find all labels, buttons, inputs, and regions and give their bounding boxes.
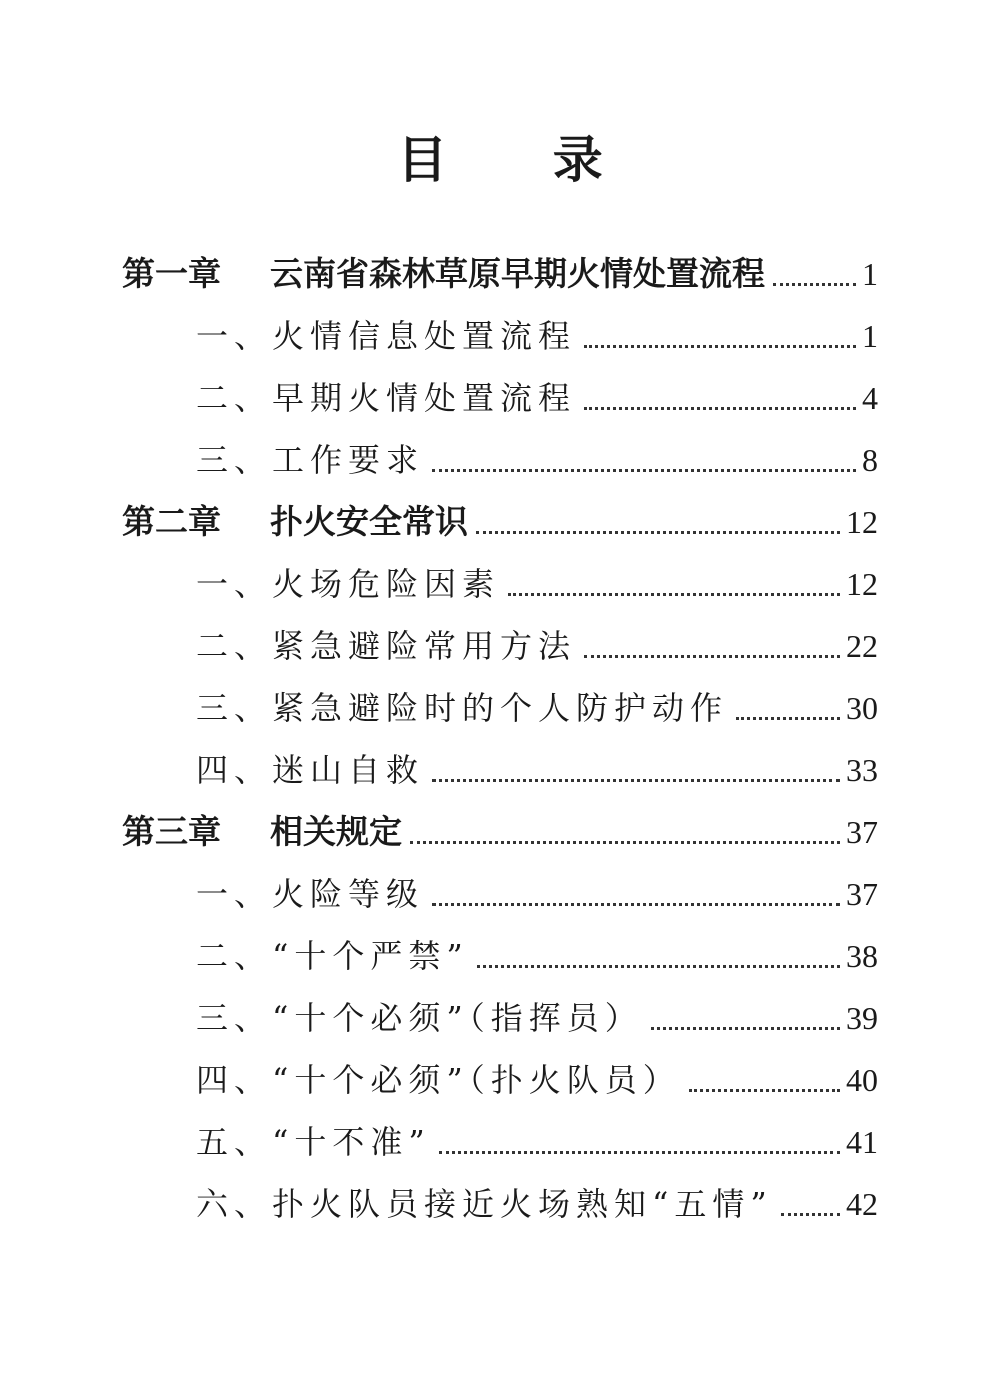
dot-leader	[508, 593, 840, 596]
dot-leader	[432, 779, 840, 782]
section-number: 一、	[196, 317, 273, 355]
dot-leader	[439, 1151, 840, 1154]
page-number: 38	[846, 938, 878, 974]
page-number: 39	[846, 1000, 878, 1036]
section-title: 迷山自救	[272, 751, 425, 789]
dot-leader	[584, 655, 840, 658]
toc-section-2-2[interactable]	[196, 616, 878, 676]
page-number: 1	[862, 256, 878, 292]
chapter-title: 云南省森林草原早期火情处置流程	[270, 254, 765, 293]
dot-leader	[773, 283, 856, 286]
toc-chapter-1[interactable]	[122, 244, 878, 304]
dot-leader	[689, 1089, 840, 1092]
toc-section-3-1[interactable]	[196, 864, 878, 924]
section-number: 一、	[196, 565, 273, 603]
dot-leader	[432, 469, 856, 472]
page-number: 30	[846, 690, 878, 726]
page-title: 目 录	[397, 131, 647, 189]
page-number: 8	[862, 442, 878, 478]
chapter-title: 相关规定	[270, 812, 402, 851]
page-number: 37	[846, 814, 878, 850]
page-number: 1	[862, 318, 878, 354]
toc-section-2-1[interactable]	[196, 554, 878, 614]
dot-leader	[651, 1027, 840, 1030]
section-title: “十个必须”（指挥员）	[272, 999, 643, 1037]
toc-section-3-5[interactable]	[196, 1112, 878, 1172]
page-number: 22	[846, 628, 878, 664]
section-number: 五、	[196, 1123, 273, 1161]
chapter-number: 第三章	[122, 812, 221, 851]
section-title: 扑火队员接近火场熟知“五情”	[272, 1185, 773, 1223]
section-number: 四、	[196, 1061, 273, 1099]
page-number: 33	[846, 752, 878, 788]
toc-section-3-4[interactable]	[196, 1050, 878, 1110]
section-number: 一、	[196, 875, 273, 913]
section-title: “十个必须”（扑火队员）	[272, 1061, 681, 1099]
section-title: “十不准”	[272, 1123, 431, 1161]
toc-section-3-6[interactable]	[196, 1174, 878, 1234]
page-number: 12	[846, 504, 878, 540]
page-number: 37	[846, 876, 878, 912]
dot-leader	[432, 903, 840, 906]
section-title: 火情信息处置流程	[272, 317, 577, 355]
chapter-number: 第二章	[122, 502, 221, 541]
dot-leader	[477, 965, 840, 968]
page-number: 4	[862, 380, 878, 416]
section-title: 早期火情处置流程	[272, 379, 577, 417]
section-title: 工作要求	[272, 441, 425, 479]
toc-section-3-2[interactable]	[196, 926, 878, 986]
toc-section-1-2[interactable]	[196, 368, 878, 428]
section-number: 二、	[196, 627, 273, 665]
section-number: 六、	[196, 1185, 273, 1223]
toc-section-1-3[interactable]	[196, 430, 878, 490]
dot-leader	[781, 1213, 840, 1216]
section-title: 紧急避险常用方法	[272, 627, 577, 665]
toc-section-3-3[interactable]	[196, 988, 878, 1048]
page-number: 12	[846, 566, 878, 602]
dot-leader	[410, 841, 840, 844]
toc-section-2-3[interactable]	[196, 678, 878, 738]
dot-leader	[584, 345, 856, 348]
chapter-number: 第一章	[122, 254, 221, 293]
toc-section-1-1[interactable]	[196, 306, 878, 366]
toc-chapter-3[interactable]	[122, 802, 878, 862]
section-number: 三、	[196, 689, 273, 727]
section-number: 四、	[196, 751, 273, 789]
section-number: 二、	[196, 937, 273, 975]
section-title: 火场危险因素	[272, 565, 501, 603]
section-title: “十个严禁”	[272, 937, 469, 975]
dot-leader	[584, 407, 856, 410]
page-number: 40	[846, 1062, 878, 1098]
section-number: 二、	[196, 379, 273, 417]
section-number: 三、	[196, 441, 273, 479]
page-number: 41	[846, 1124, 878, 1160]
page-number: 42	[846, 1186, 878, 1222]
dot-leader	[476, 531, 840, 534]
toc-section-2-4[interactable]	[196, 740, 878, 800]
section-title: 火险等级	[272, 875, 425, 913]
toc-chapter-2[interactable]	[122, 492, 878, 552]
section-number: 三、	[196, 999, 273, 1037]
section-title: 紧急避险时的个人防护动作	[272, 689, 729, 727]
dot-leader	[736, 717, 840, 720]
chapter-title: 扑火安全常识	[270, 502, 468, 541]
